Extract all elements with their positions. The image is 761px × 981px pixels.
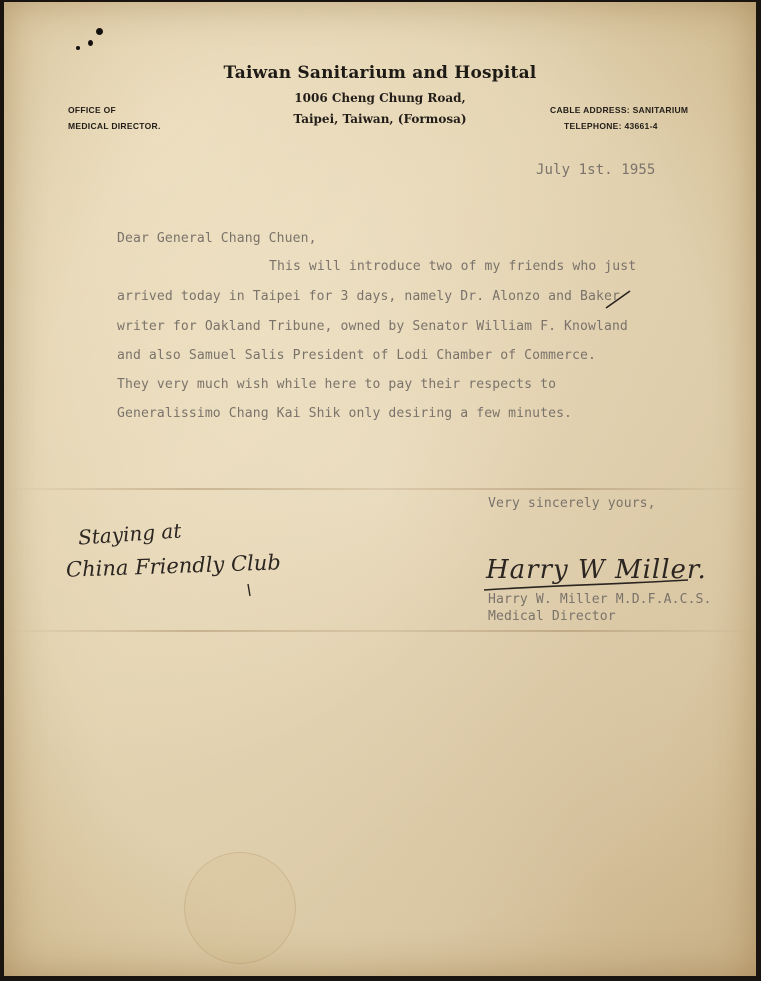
office-label-line1: OFFICE OF: [68, 105, 117, 115]
handwritten-note-line2: China Friendly Club: [65, 550, 282, 582]
body-line: and also Samuel Salis President of Lodi Chamber of Commerce.: [117, 348, 596, 363]
body-line: Generalissimo Chang Kai Shik only desiring a few minutes.: [117, 406, 573, 421]
office-label-line2: MEDICAL DIRECTOR.: [68, 121, 161, 131]
strikethrough-mark: [604, 288, 634, 310]
salutation: Dear General Chang Chuen,: [117, 231, 317, 246]
telephone-number: TELEPHONE: 43661-4: [564, 121, 658, 131]
signer-name: Harry W. Miller M.D.F.A.C.S.: [488, 592, 712, 607]
body-line: writer for Oakland Tribune, owned by Senator William F. Knowland: [117, 319, 628, 334]
fold-crease-lower: [4, 630, 756, 632]
handwritten-note-line1: Staying at: [77, 518, 183, 550]
body-line: arrived today in Taipei for 3 days, namely Dr. Alonzo and Baker: [117, 289, 620, 304]
body-line: They very much wish while here to pay their respects to: [117, 377, 557, 392]
fold-crease-upper: [4, 488, 756, 490]
closing: Very sincerely yours,: [488, 496, 656, 511]
signature-underline: [482, 550, 717, 598]
letter-page: [4, 2, 756, 976]
letterhead-address-line2: Taipei, Taiwan, (Formosa): [293, 112, 467, 126]
ink-spot: [88, 40, 93, 46]
cable-address: CABLE ADDRESS: SANITARIUM: [550, 105, 689, 115]
handwritten-signature: Harry W Miller.: [486, 555, 707, 585]
body-line: This will introduce two of my friends who just: [269, 259, 637, 274]
letterhead-title: Taiwan Sanitarium and Hospital: [223, 63, 537, 83]
signer-title: Medical Director: [488, 609, 616, 624]
letter-date: July 1st. 1955: [536, 162, 656, 178]
handwritten-underline: [234, 582, 264, 600]
ink-spot: [96, 28, 103, 35]
ink-spot: [76, 46, 80, 50]
letterhead-address-line1: 1006 Cheng Chung Road,: [294, 91, 466, 105]
coffee-stain: [184, 852, 296, 964]
